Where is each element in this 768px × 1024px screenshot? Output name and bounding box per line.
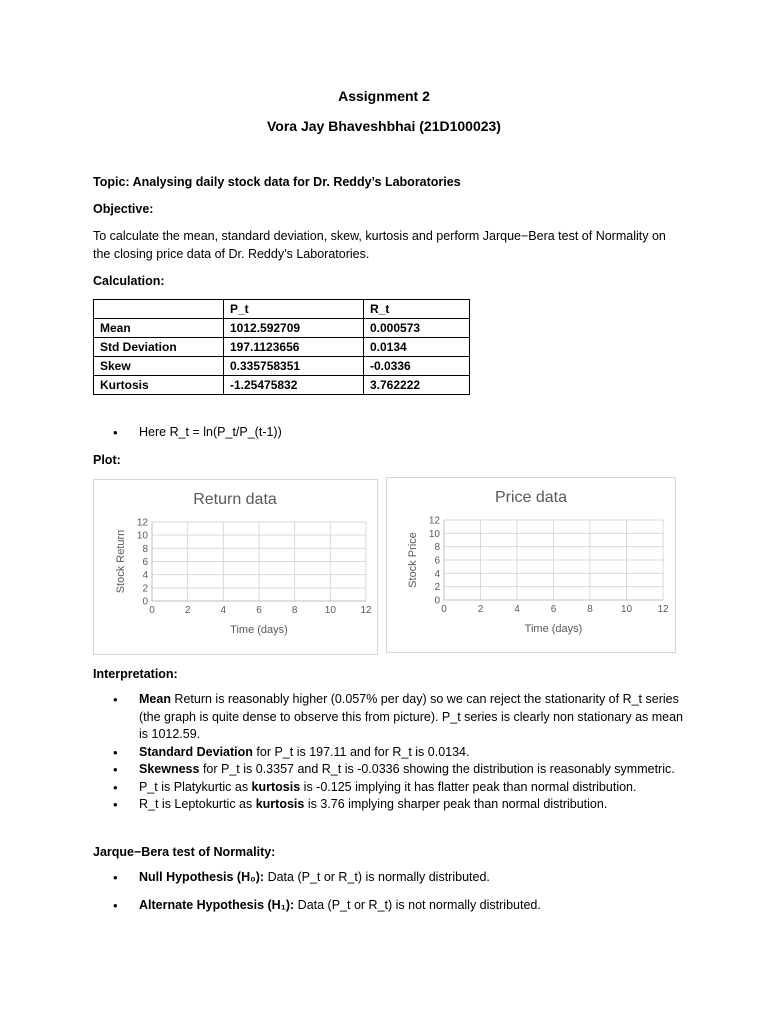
table-cell: -0.0336 [364,357,470,376]
return-chart-container [93,479,378,655]
list-item [93,897,683,915]
table-header-row [94,300,470,319]
price-chart [387,478,675,652]
x-tick-label: 6 [550,604,557,615]
chart-title: Return data [193,491,277,508]
bullet-icon: • [113,744,118,760]
x-tick-label: 6 [256,605,262,616]
x-axis-label: Time (days) [230,624,288,636]
bullet-icon: • [113,870,118,885]
bullet-icon: • [113,897,118,913]
y-tick-label: 0 [434,595,440,607]
y-tick-label: 8 [434,542,440,554]
table-row [94,319,470,338]
table-cell: Skew [94,357,224,376]
table-row [94,357,470,376]
table-cell: 0.335758351 [224,357,364,376]
plot-heading: Plot: [93,453,121,467]
table-cell: -1.25475832 [224,376,364,395]
y-axis-label: Stock Price [407,532,419,588]
term-bold: Standard Deviation [139,744,253,759]
term-bold: Mean [139,692,171,706]
item-text: for P_t is 0.3357 and R_t is -0.0336 showing the distribution is reasonably symmetric. [199,762,675,776]
item-text: is -0.125 implying it has flatter peak than normal distribution. [300,779,637,794]
item-text: for P_t is 197.11 and for R_t is 0.0134. [252,744,470,759]
term-bold: kurtosis [251,779,301,794]
y-tick-label: 6 [434,555,440,567]
table-cell: 0.000573 [364,319,470,338]
y-tick-label: 6 [142,557,148,568]
objective-heading: Objective: [93,202,154,216]
bullet-icon: • [113,762,118,777]
list-item [93,779,683,797]
y-tick-label: 4 [434,568,440,580]
table-cell: 197.1123656 [224,338,364,357]
item-text: Return is reasonably higher (0.057% per day) so we can reject the stationarity of R_t series (the graph is quite dense to observe this from picture). P_t series is clearly non stationary as mean is 1012.59. [139,692,684,741]
list-item [93,424,683,442]
return-chart [94,480,377,654]
y-tick-label: 8 [142,543,148,555]
x-tick-label: 8 [587,604,593,615]
item-text: Data (P_t or R_t) is not normally distributed. [294,897,541,912]
price-chart-container [386,477,676,653]
x-tick-label: 4 [514,604,520,615]
jb-heading: Jarque−Bera test of Normality: [93,845,276,859]
list-item [93,796,683,814]
y-tick-label: 10 [428,528,440,540]
table-row [94,338,470,357]
y-tick-label: 10 [136,530,148,542]
list-item [93,761,683,779]
y-tick-label: 4 [142,570,148,582]
statistics-table [93,299,470,395]
bullet-icon: • [113,779,118,795]
y-tick-label: 0 [142,596,148,608]
x-tick-label: 2 [477,604,484,615]
x-axis-label: Time (days) [524,623,583,635]
bullet-icon: • [113,425,118,440]
table-header-cell [94,300,224,319]
topic-line: Topic: Analysing daily stock data for Dr. Reddy’s Laboratories [93,175,461,189]
table-header-cell: P_t [224,300,364,319]
x-tick-label: 0 [149,605,155,616]
x-tick-label: 10 [324,605,336,616]
item-text: Data (P_t or R_t) is normally distributed. [264,870,490,884]
x-tick-label: 8 [291,605,298,616]
term-bold: Alternate Hypothesis (H₁): [139,897,295,912]
table-cell: Kurtosis [94,376,224,395]
term-bold: Null Hypothesis (H₀): [139,870,265,884]
table-cell: 0.0134 [364,338,470,357]
table-header-cell: R_t [364,300,470,319]
item-text: P_t is Platykurtic as [139,779,252,794]
x-tick-label: 12 [360,605,372,616]
calculation-heading: Calculation: [93,274,165,288]
table-cell: Mean [94,319,224,338]
list-item [93,691,683,744]
list-item [93,869,683,887]
note-list [93,424,683,442]
author-line: Vora Jay Bhaveshbhai (21D100023) [267,118,501,134]
objective-text: To calculate the mean, standard deviation, skew, kurtosis and perform Jarque−Bera test of Normality on the closing price data of Dr. Reddy’s Laboratories. [93,229,666,261]
chart-title: Price data [494,489,568,506]
term-bold: Skewness [139,762,200,776]
table-row [94,376,470,395]
x-tick-label: 10 [620,604,633,615]
bullet-icon: • [113,692,118,707]
y-tick-label: 2 [434,582,440,594]
term-bold: kurtosis [255,797,305,811]
y-axis-label: Stock Return [115,529,127,594]
list-item [93,744,683,762]
item-text: R_t is Leptokurtic as [139,797,256,811]
document-title: Assignment 2 [338,88,430,104]
bullet-icon: • [113,797,118,812]
interpretation-list [93,691,683,814]
x-tick-label: 0 [441,604,447,615]
y-tick-label: 12 [136,517,148,529]
x-tick-label: 2 [184,605,191,616]
note-text: Here R_t = ln(P_t/P_(t-1)) [139,425,282,439]
table-cell: 3.762222 [364,376,470,395]
y-tick-label: 2 [142,583,148,595]
x-tick-label: 4 [220,605,227,616]
x-tick-label: 12 [657,604,669,615]
item-text: is 3.76 implying sharper peak than normal distribution. [304,797,608,811]
table-cell: Std Deviation [94,338,224,357]
hypothesis-list [93,869,683,914]
y-tick-label: 12 [428,515,440,527]
table-cell: 1012.592709 [224,319,364,338]
interpretation-heading: Interpretation: [93,667,178,681]
